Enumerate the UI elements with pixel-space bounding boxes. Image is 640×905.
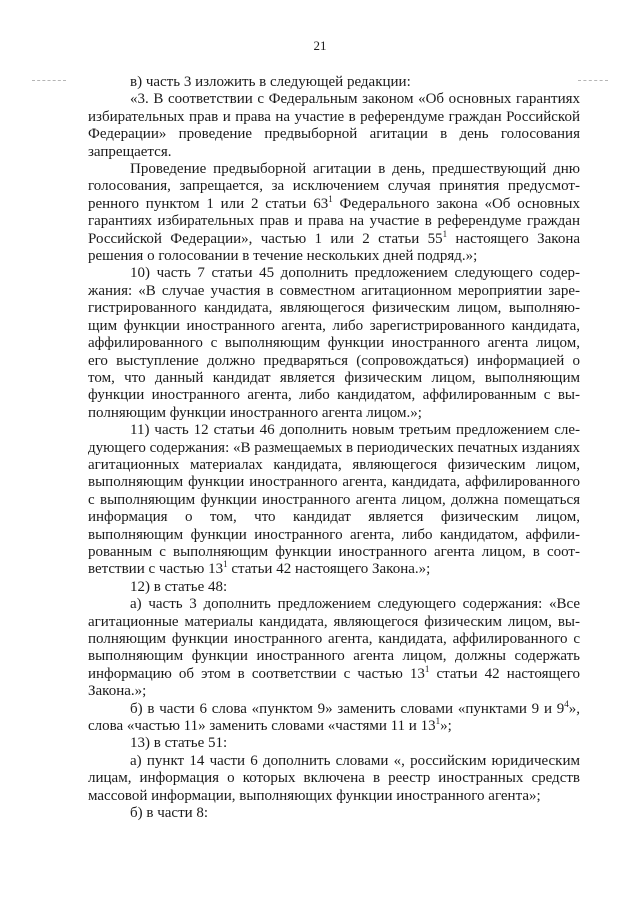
paragraph bbox=[88, 74, 580, 91]
text-run: а) пункт 14 части 6 дополнить словами «, российским юридическим лицам, информация о которых включена в реестр иностранных средств массовой информации, выполняющих функции иностранного агента»; bbox=[88, 752, 580, 804]
footnote-superscript: 1 bbox=[328, 193, 333, 204]
footnote-superscript: 1 bbox=[424, 663, 430, 674]
scan-artifact-right bbox=[578, 80, 608, 81]
page-number: 21 bbox=[313, 38, 327, 53]
footnote-superscript: 1 bbox=[435, 716, 441, 727]
text-run: 10) часть 7 статьи 45 дополнить предложением следующего содержания: «В случае участия в совместном агитационном мероприятии зарегистрированного кандидата, являющегося физическим лицом, выполняющим функции иностранного агента, либо зарегистрированного кандидата, аффилированного с выполняющим функции иностранного агента лицом, его выступление должно предваряться (сопровождаться) информацией о том, что данный кандидат является физическим лицом, выполняющим функции иностранного агента, либо кандидатом, аффилированным с выполняющим функции иностранного агента лицом.»; bbox=[88, 265, 580, 421]
paragraph bbox=[88, 265, 580, 422]
text-run: 12) в статье 48: bbox=[130, 578, 228, 595]
text-run: 13) в статье 51: bbox=[130, 735, 228, 752]
paragraph bbox=[88, 698, 580, 736]
footnote-superscript: 4 bbox=[564, 698, 569, 709]
paragraph bbox=[88, 579, 580, 596]
footnote-superscript: 1 bbox=[223, 559, 228, 570]
text-run: в) часть 3 изложить в следующей редакции: bbox=[130, 74, 411, 90]
paragraph bbox=[88, 422, 580, 579]
paragraph bbox=[88, 735, 580, 752]
text-run: »; bbox=[440, 718, 452, 735]
text-run: 11) часть 12 статьи 46 дополнить новым третьим предложением следующего содержания: «В размещаемых в периодических печатных изданиях агитационных материалах кандидата, являющегося физическим лицом, выполняющим функции иностранного агента, кандидата, аффилированного с выполняющим функции иностранного агента лицом, должна помещаться информация о том, что кандидат является физическим лицом, выполняющим функции иностранного агента, либо кандидатом, аффилированным с выполняющим функции иностранного агента лицом, в соответствии с частью 13 bbox=[88, 422, 580, 578]
text-run: а) часть 3 дополнить предложением следующего содержания: «Все агитационные материалы кандидата, являющегося физическим лицом, выполняющим функции иностранного агента, кандидата, аффилированного с выполняющим функции иностранного агента лицом, должны содержать информацию об этом в соответствии с частью 13 bbox=[88, 596, 580, 682]
text-run: Федерального закона «Об основных гарантиях избирательных прав и права на участие в референдуме граждан Российской Федерации», частью 1 или 2 статьи 55 bbox=[88, 195, 580, 247]
text-run: настоящего Закона решения о голосовании в течение нескольких дней подряд.»; bbox=[88, 230, 581, 265]
text-run: Проведение предвыборной агитации в день, предшествующий дню голосования, запрещается, за исключением случая принятия предусмотренного пунктом 1 или 2 статьи 63 bbox=[88, 161, 580, 212]
paragraph bbox=[88, 805, 580, 822]
text-run: статьи 42 настоящего Закона.»; bbox=[227, 561, 431, 578]
scan-artifact-left bbox=[32, 80, 66, 81]
text-run: статьи 42 настоящего Закона.»; bbox=[88, 665, 580, 700]
text-run: «3. В соответствии с Федеральным законом «Об основных гарантиях избирательных прав и права на участие в референдуме граждан Российской Федерации» проведение предвыборной агитации в день голосования запрещается. bbox=[88, 91, 580, 160]
text-run: », слова «частью 11» заменить словами «частями 11 и 13 bbox=[88, 700, 580, 735]
text-run: б) в части 6 слова «пунктом 9» заменить словами «пунктами 9 и 9 bbox=[130, 700, 565, 717]
footnote-superscript: 1 bbox=[442, 228, 448, 239]
text-run: б) в части 8: bbox=[130, 805, 209, 822]
paragraph bbox=[88, 161, 580, 265]
paragraph bbox=[88, 596, 580, 700]
document-body bbox=[88, 74, 580, 822]
paragraph bbox=[88, 753, 580, 805]
paragraph bbox=[88, 91, 580, 161]
